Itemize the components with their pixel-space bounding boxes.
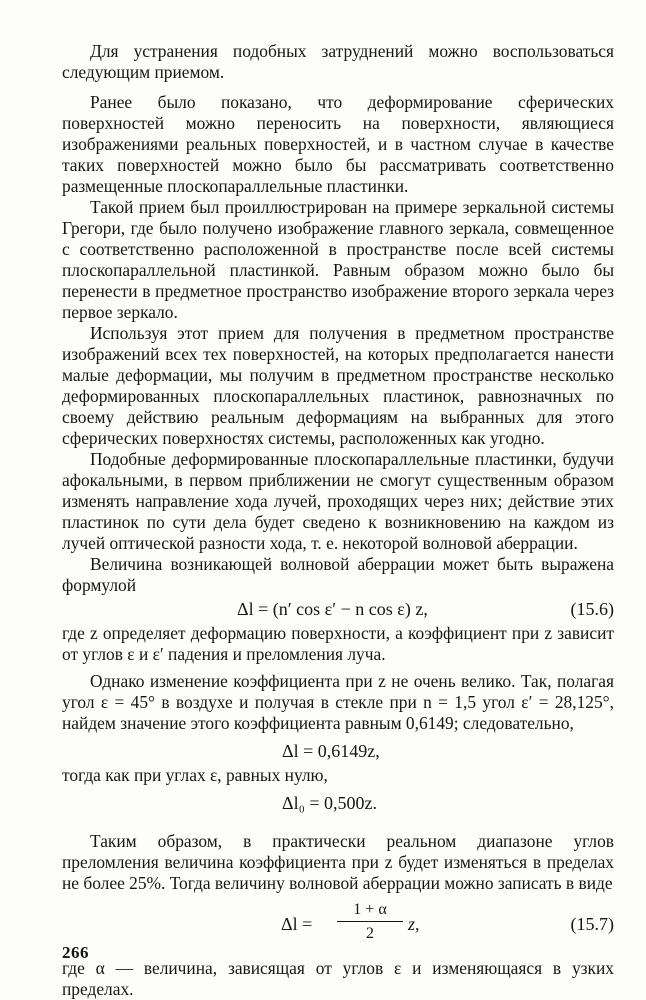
formula-b — [62, 790, 614, 817]
paragraph-7: где z определяет деформацию поверхности, а коэффициент при z зависит от углов ε и ε′ падения и преломления луча. — [62, 623, 614, 664]
formula-15-7 — [62, 900, 614, 948]
formula-15-6 — [62, 596, 614, 623]
paragraph-8: Однако изменение коэффициента при z не очень велико. Так, полагая угол ε = 45° в воздухе и получая в стекле при n = 1,5 угол ε′ = 28,125°, найдем значение этого коэффициента равным 0,6149; следовательно, — [62, 671, 614, 733]
formula-b-expression: Δl₀ = 0,500z. — [282, 793, 377, 813]
paragraph-4: Используя этот прием для получения в предметном пространстве изображений всех тех поверхностей, на которых предполагается нанести малые деформации, мы получим в предметном пространстве несколько деформированных плоскопараллельных пластинок, равнозначных по своему действию реальным деформациям на выбранных для этого сферических поверхностях системы, расположенных как угодно. — [62, 323, 614, 448]
formula-a-expression: Δl = 0,6149z, — [282, 741, 380, 761]
formula-15-7-rhs: z, — [408, 914, 420, 934]
formula-15-6-number: (15.6) — [570, 599, 614, 619]
formula-15-6-expression: Δl = (n′ cos ε′ − n cos ε) z, — [237, 599, 428, 619]
formula-15-7-number: (15.7) — [570, 914, 614, 934]
paragraph-6: Величина возникающей волновой аберрации может быть выражена формулой — [62, 554, 614, 595]
paragraph-3: Такой прием был проиллюстрирован на примере зеркальной системы Грегори, где было получено изображение главного зеркала, совмещенное с соответственно расположенной в пространстве после всей системы плоскопараллельной пластинкой. Равным образом можно было бы перенести в предметное пространство изображение второго зеркала через первое зеркало. — [62, 197, 614, 322]
paragraph-1: Для устранения подобных затруднений можно воспользоваться следующим приемом. — [62, 41, 614, 82]
paragraph-2: Ранее было показано, что деформирование сферических поверхностей можно переносить на поверхности, являющиеся изображениями реальных поверхностей, и в частном случае в качестве таких поверхностей можно было бы рассматривать соответственно размещенные плоскопараллельные пластинки. — [62, 92, 614, 196]
formula-15-7-denominator: 2 — [366, 925, 374, 942]
formula-15-7-fraction — [337, 900, 403, 943]
formula-a — [62, 738, 614, 765]
page-number: 266 — [62, 943, 89, 962]
formula-15-7-numerator: 1 + α — [337, 900, 403, 922]
paragraph-9: тогда как при углах ε, равных нулю, — [62, 765, 328, 785]
paragraph-11: где α — величина, зависящая от углов ε и изменяющаяся в узких пределах. — [62, 958, 614, 999]
paragraph-5: Подобные деформированные плоскопараллельные пластинки, будучи афокальными, в первом приближении не смогут существенным образом изменять направление хода лучей, проходящих через них; действие этих пластинок по сути дела будет сведено к возникновению на каждом из лучей оптической разности хода, т. е. некоторой волновой аберрации. — [62, 449, 614, 553]
paragraph-10: Таким образом, в практически реальном диапазоне углов преломления величина коэффициента при z будет изменяться в пределах не более 25%. Тогда величину волновой аберрации можно записать в виде — [62, 831, 614, 893]
page-body — [62, 41, 614, 1000]
formula-15-7-lhs: Δl = — [281, 914, 313, 934]
